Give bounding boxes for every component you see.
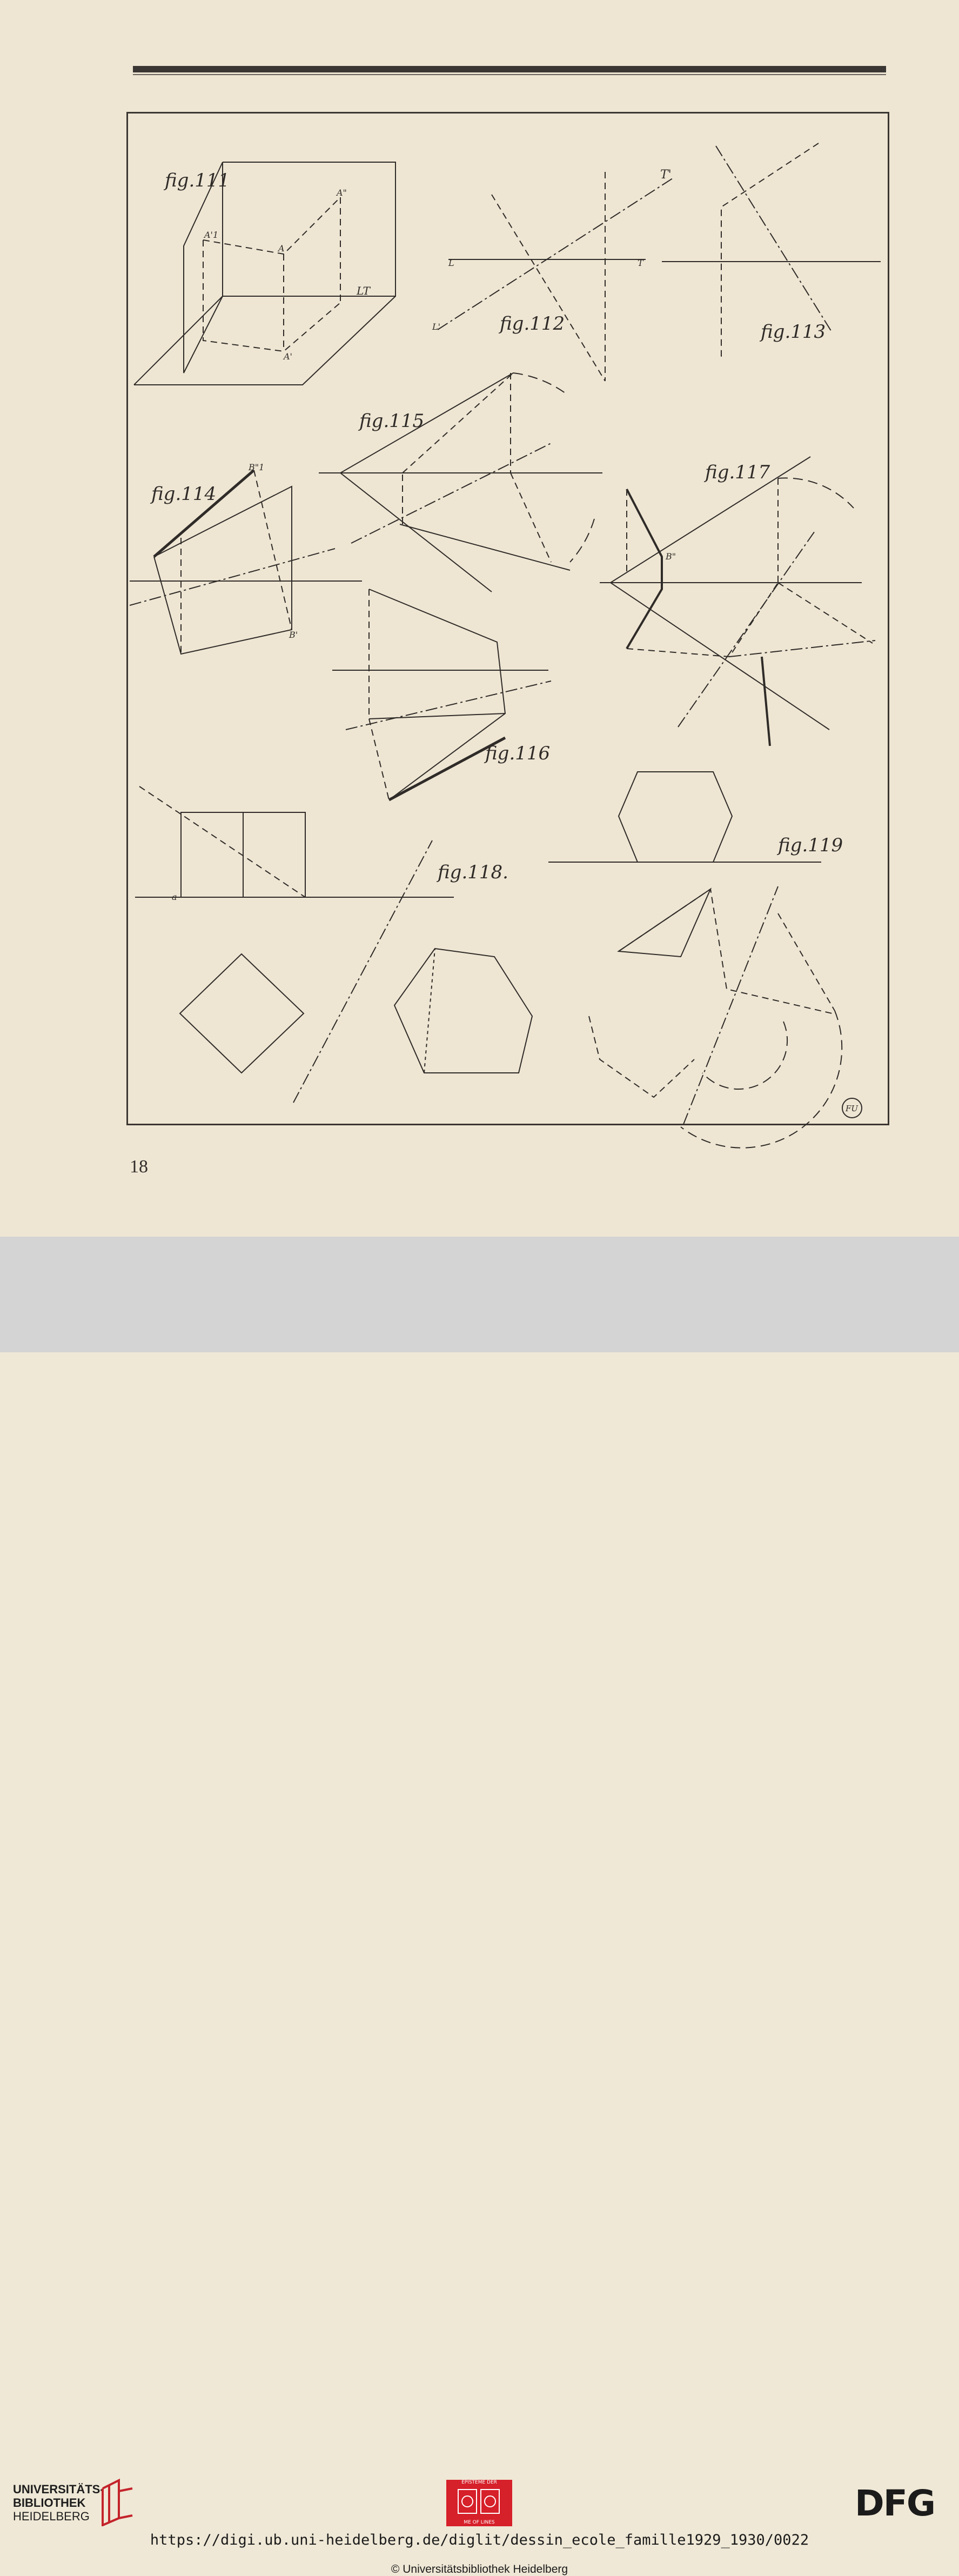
lprime-label: L' bbox=[432, 322, 441, 332]
fig-119-drawing bbox=[548, 772, 842, 1148]
fig-113-label: fig.113 bbox=[761, 321, 826, 343]
fig-116-label: fig.116 bbox=[485, 743, 551, 764]
ub-logo-line: HEIDELBERG bbox=[13, 2510, 90, 2523]
fig-116-drawing bbox=[332, 589, 551, 800]
fig-111-label: fig.111 bbox=[165, 170, 230, 191]
tprime-label: T' bbox=[660, 168, 672, 182]
fig-114-label: fig.114 bbox=[151, 483, 217, 505]
point-label: B"1 bbox=[249, 462, 265, 472]
episteme-logo-bottom: ME OF LINES bbox=[464, 2520, 495, 2525]
episteme-logo[interactable] bbox=[446, 2480, 512, 2526]
fig-117-label: fig.117 bbox=[705, 462, 770, 483]
fig-119-label: fig.119 bbox=[778, 835, 843, 856]
point-label: B" bbox=[666, 551, 676, 562]
l-label: L bbox=[448, 258, 454, 268]
fig-111-drawing bbox=[134, 162, 395, 385]
fig-118-drawing bbox=[135, 786, 532, 1103]
point-label: a bbox=[172, 892, 177, 902]
fig-112-drawing bbox=[438, 172, 673, 381]
fig-112-label: fig.112 bbox=[500, 313, 565, 335]
geometry-drawing bbox=[0, 0, 959, 1237]
point-label: A bbox=[278, 243, 285, 253]
fig-117-drawing bbox=[600, 457, 875, 746]
ub-book-icon bbox=[97, 2478, 135, 2526]
footer-bar bbox=[0, 1237, 959, 2575]
signature-monogram: FU bbox=[846, 1104, 859, 1113]
episteme-emblem-icon bbox=[446, 2485, 512, 2518]
t-label: T bbox=[638, 258, 643, 268]
ub-logo-line: BIBLIOTHEK bbox=[13, 2496, 86, 2510]
ub-logo-line: UNIVERSITÄTS- bbox=[13, 2482, 104, 2496]
episteme-logo-top: EPISTEME DER bbox=[461, 2480, 497, 2485]
scanned-page bbox=[0, 0, 959, 1237]
point-label: A" bbox=[337, 188, 347, 198]
fig-118-label: fig.118. bbox=[438, 862, 508, 883]
copyright-notice: © Universitätsbibliothek Heidelberg bbox=[391, 2563, 568, 2575]
fig-115-label: fig.115 bbox=[359, 410, 425, 432]
permalink-url[interactable]: https://digi.ub.uni-heidelberg.de/diglit/dessin_ecole_famille1929_1930/0022 bbox=[150, 2532, 809, 2548]
point-label: B' bbox=[289, 630, 298, 640]
fig-115-drawing bbox=[319, 373, 602, 592]
point-label: A' bbox=[284, 351, 292, 362]
lt-label: LT bbox=[357, 284, 370, 297]
ub-heidelberg-logo[interactable] bbox=[13, 2482, 104, 2523]
point-label: A'1 bbox=[204, 230, 219, 240]
dfg-logo[interactable]: DFG bbox=[855, 2482, 935, 2524]
page-number: 18 bbox=[130, 1157, 148, 1177]
